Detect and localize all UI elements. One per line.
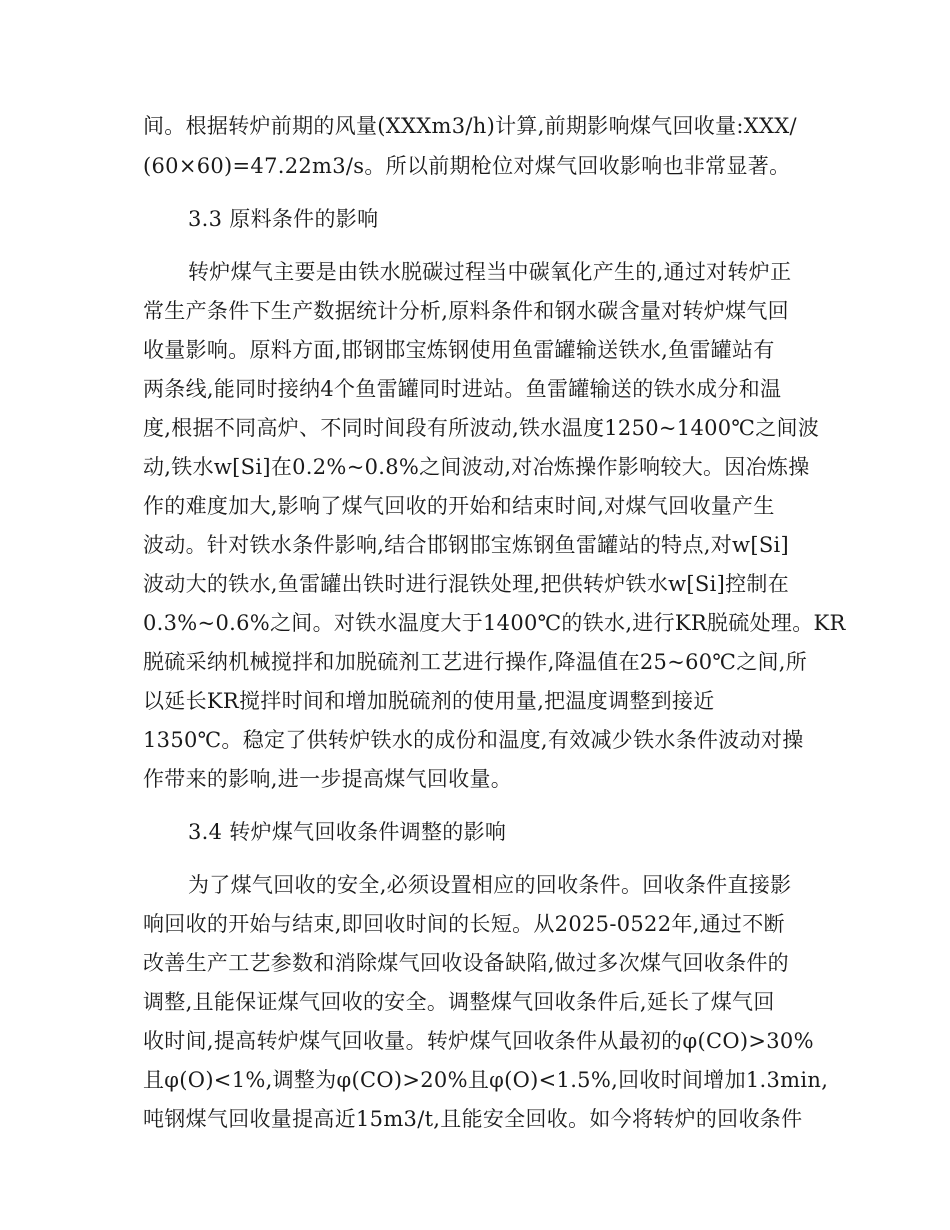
text-line: 0.3%~0.6%之间。对铁水温度大于1400℃的铁水,进行KR脱硫处理。KR — [143, 611, 846, 635]
text-line: 作带来的影响,进一步提高煤气回收量。 — [143, 767, 513, 791]
text-line: 为了煤气回收的安全,必须设置相应的回收条件。回收条件直接影 — [188, 873, 792, 897]
text-line: 调整,且能保证煤气回收的安全。调整煤气回收条件后,延长了煤气回 — [143, 990, 775, 1014]
section-heading-3-4: 3.4 转炉煤气回收条件调整的影响 — [188, 820, 507, 844]
text-line: 响回收的开始与结束,即回收时间的长短。从2025-0522年,通过不断 — [143, 912, 785, 936]
text-line: 吨钢煤气回收量提高近15m3/t,且能安全回收。如今将转炉的回收条件 — [143, 1107, 803, 1131]
text-line: 且φ(O)<1%,调整为φ(CO)>20%且φ(O)<1.5%,回收时间增加1.3min, — [143, 1068, 829, 1092]
text-line: 转炉煤气主要是由铁水脱碳过程当中碳氧化产生的,通过对转炉正 — [188, 260, 792, 284]
section-heading-3-3: 3.3 原料条件的影响 — [188, 207, 379, 231]
text-line: 改善生产工艺参数和消除煤气回收设备缺陷,做过多次煤气回收条件的 — [143, 951, 789, 975]
text-line: 1350℃。稳定了供转炉铁水的成份和温度,有效减少铁水条件波动对操 — [143, 728, 804, 752]
text-line: 脱硫采纳机械搅拌和加脱硫剂工艺进行操作,降温值在25~60℃之间,所 — [143, 650, 808, 674]
text-line: 收时间,提高转炉煤气回收量。转炉煤气回收条件从最初的φ(CO)>30% — [143, 1029, 814, 1053]
text-line: 收量影响。原料方面,邯钢邯宝炼钢使用鱼雷罐输送铁水,鱼雷罐站有 — [143, 338, 775, 362]
text-line: 度,根据不同高炉、不同时间段有所波动,铁水温度1250~1400℃之间波 — [143, 416, 820, 440]
text-line: (60×60)=47.22m3/s。所以前期枪位对煤气回收影响也非常显著。 — [143, 154, 791, 178]
text-line: 以延长KR搅拌时间和增加脱硫剂的使用量,把温度调整到接近 — [143, 689, 715, 713]
text-line: 动,铁水w[Si]在0.2%~0.8%之间波动,对冶炼操作影响较大。因冶炼操 — [143, 455, 810, 479]
text-line: 波动大的铁水,鱼雷罐出铁时进行混铁处理,把供转炉铁水w[Si]控制在 — [143, 572, 790, 596]
text-line: 常生产条件下生产数据统计分析,原料条件和钢水碳含量对转炉煤气回 — [143, 299, 789, 323]
text-line: 作的难度加大,影响了煤气回收的开始和结束时间,对煤气回收量产生 — [143, 494, 775, 518]
text-line: 波动。针对铁水条件影响,结合邯钢邯宝炼钢鱼雷罐站的特点,对w[Si] — [143, 533, 790, 557]
text-line: 间。根据转炉前期的风量(XXXm3/h)计算,前期影响煤气回收量:XXX/ — [143, 114, 797, 138]
text-line: 两条线,能同时接纳4个鱼雷罐同时进站。鱼雷罐输送的铁水成分和温 — [143, 377, 782, 401]
